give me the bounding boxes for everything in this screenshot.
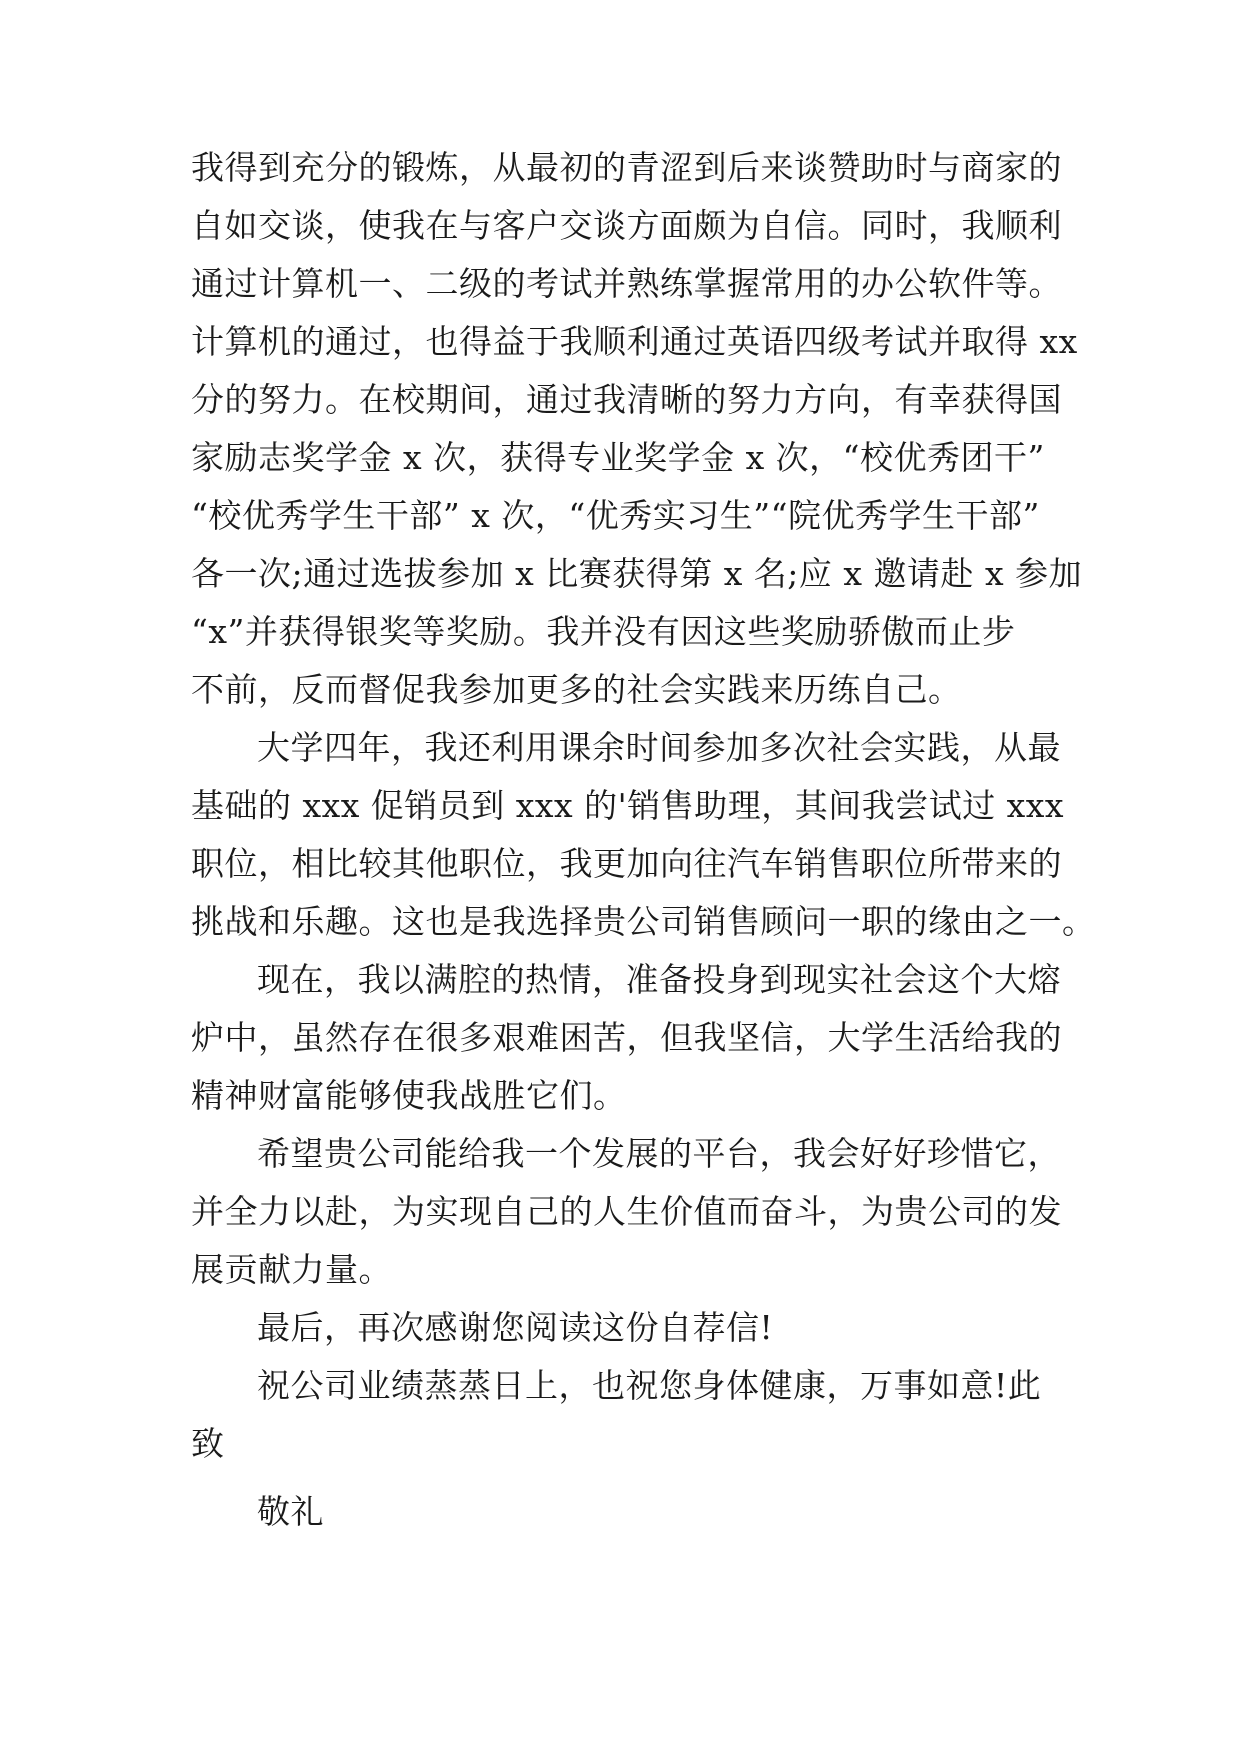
body-line: “校优秀学生干部” x 次，“优秀实习生”“院优秀学生干部” [191, 496, 1040, 535]
body-line: 挑战和乐趣。这也是我选择贵公司销售顾问一职的缘由之一。 [191, 902, 1096, 941]
body-line: 展贡献力量。 [191, 1250, 392, 1289]
body-line: 不前，反而督促我参加更多的社会实践来历练自己。 [191, 670, 962, 709]
body-line: 各一次;通过选拔参加 x 比赛获得第 x 名;应 x 邀请赴 x 参加 [191, 554, 1083, 593]
paragraph-start-line: 现在，我以满腔的热情，准备投身到现实社会这个大熔 [257, 960, 1061, 999]
body-line: 基础的 xxx 促销员到 xxx 的'销售助理，其间我尝试过 xxx [191, 786, 1065, 825]
body-line: 计算机的通过，也得益于我顺利通过英语四级考试并取得 xx [191, 322, 1078, 361]
body-line: 炉中，虽然存在很多艰难困苦，但我坚信，大学生活给我的 [191, 1018, 1062, 1057]
closing-thanks-line: 最后，再次感谢您阅读这份自荐信! [257, 1308, 774, 1347]
body-line: 我得到充分的锻炼，从最初的青涩到后来谈赞助时与商家的 [191, 148, 1062, 187]
body-line: 分的努力。在校期间，通过我清晰的努力方向，有幸获得国 [191, 380, 1062, 419]
salutation-line: 敬礼 [257, 1492, 324, 1531]
body-line: 自如交谈，使我在与客户交谈方面颇为自信。同时，我顺利 [191, 206, 1062, 245]
paragraph-start-line: 大学四年，我还利用课余时间参加多次社会实践，从最 [257, 728, 1061, 767]
body-line: “x”并获得银奖等奖励。我并没有因这些奖励骄傲而止步 [191, 612, 1016, 651]
body-line: 职位，相比较其他职位，我更加向往汽车销售职位所带来的 [191, 844, 1062, 883]
paragraph-start-line: 希望贵公司能给我一个发展的平台，我会好好珍惜它， [257, 1134, 1061, 1173]
body-line: 家励志奖学金 x 次，获得专业奖学金 x 次，“校优秀团干” [191, 438, 1045, 477]
closing-wish-line: 祝公司业绩蒸蒸日上，也祝您身体健康，万事如意!此 [257, 1366, 1042, 1405]
body-line: 精神财富能够使我战胜它们。 [191, 1076, 627, 1115]
closing-wish-line: 致 [191, 1424, 225, 1463]
body-line: 通过计算机一、二级的考试并熟练掌握常用的办公软件等。 [191, 264, 1062, 303]
body-line: 并全力以赴，为实现自己的人生价值而奋斗，为贵公司的发 [191, 1192, 1062, 1231]
